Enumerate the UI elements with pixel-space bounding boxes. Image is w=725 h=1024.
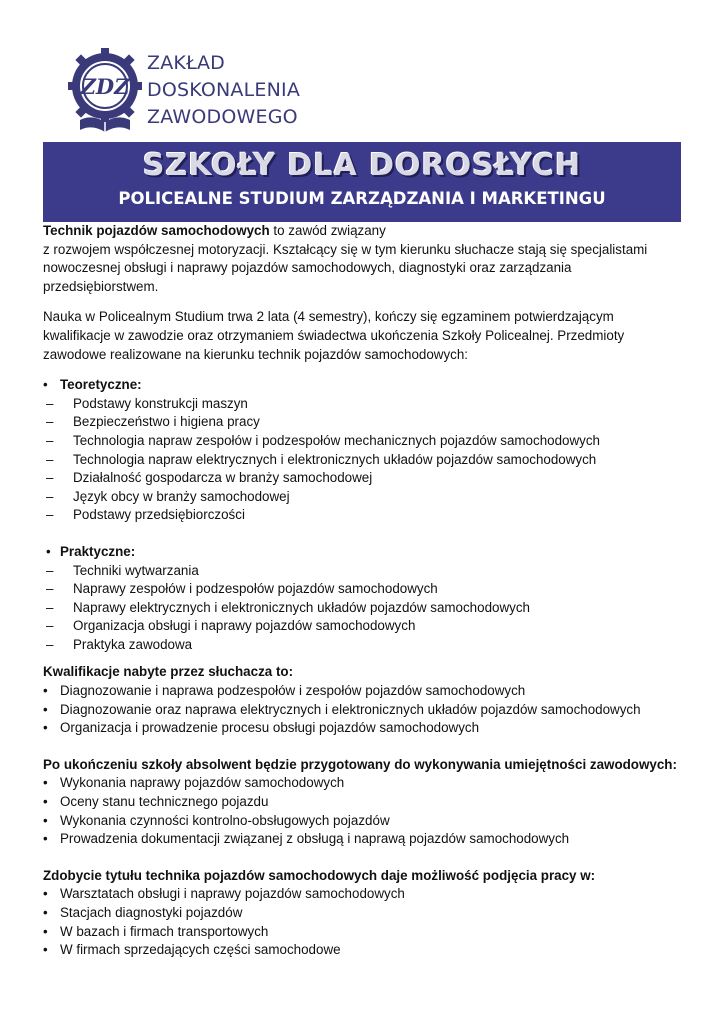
list-item xyxy=(43,701,683,720)
list-item-text: W bazach i firmach transportowych xyxy=(60,923,269,939)
zdz-logo-icon xyxy=(68,46,142,134)
list-item xyxy=(43,941,683,960)
dash-marker: – xyxy=(46,395,54,411)
bullet-marker: • xyxy=(43,701,48,717)
intro-line-4: przedsiębiorstwem. xyxy=(43,278,159,294)
list-item-text: Naprawy zespołów i podzespołów pojazdów samochodowych xyxy=(73,581,438,597)
intro-line-3: nowoczesnej obsługi i naprawy pojazdów samochodowych, diagnostyki oraz zarządzania xyxy=(43,260,572,276)
intro-bold: Technik pojazdów samochodowych xyxy=(43,223,270,238)
bullet-marker: • xyxy=(43,923,48,939)
list-item-text: Techniki wytwarzania xyxy=(73,562,199,578)
list-item xyxy=(43,432,683,451)
list-item-text: Wykonania naprawy pojazdów samochodowych xyxy=(60,775,345,791)
list-item-text: Diagnozowanie i naprawa podzespołów i zespołów pojazdów samochodowych xyxy=(60,683,526,699)
jobs-heading: Zdobycie tytułu technika pojazdów samochodowych daje możliwość podjęcia pracy w: xyxy=(43,867,596,883)
brand-line-2: DOSKONALENIA xyxy=(147,79,301,101)
list-item xyxy=(43,599,683,618)
practical-heading-label: Praktyczne: xyxy=(60,543,136,559)
list-item xyxy=(43,562,683,581)
list-item xyxy=(43,904,683,923)
list-item xyxy=(43,395,683,414)
bullet-marker: • xyxy=(43,831,48,847)
list-item-text: Język obcy w branży samochodowej xyxy=(73,488,290,504)
list-item-text: Diagnozowanie oraz naprawa elektrycznych i elektronicznych układów pojazdów samochodowych xyxy=(60,701,641,717)
bullet-marker: • xyxy=(43,683,48,699)
list-item-text: Technologia napraw zespołów i podzespołów mechanicznych pojazdów samochodowych xyxy=(73,432,601,448)
list-item-text: Podstawy przedsiębiorczości xyxy=(73,507,245,523)
dash-marker: – xyxy=(46,581,54,597)
qualifications-heading: Kwalifikacje nabyte przez słuchacza to: xyxy=(43,664,294,680)
dash-marker: – xyxy=(46,432,54,448)
para2-line-3: zawodowe realizowane na kierunku technik pojazdów samochodowych: xyxy=(43,346,469,362)
list-item-text: Bezpieczeństwo i higiena pracy xyxy=(73,414,260,430)
theoretical-heading xyxy=(43,376,683,395)
list-item-text: Prowadzenia dokumentacji związanej z obsługą i naprawą pojazdów samochodowych xyxy=(60,831,570,847)
theoretical-list xyxy=(43,395,683,525)
list-item xyxy=(43,923,683,942)
list-item-text: Naprawy elektrycznych i elektronicznych układów pojazdów samochodowych xyxy=(73,599,530,615)
list-item xyxy=(43,506,683,525)
bullet-marker: • xyxy=(46,543,51,559)
brand-line-1: ZAKŁAD xyxy=(147,52,225,74)
list-item-text: W firmach sprzedających części samochodowe xyxy=(60,942,341,958)
list-item xyxy=(43,812,683,831)
list-item xyxy=(43,413,683,432)
list-item-text: Działalność gospodarcza w branży samochodowej xyxy=(73,470,373,486)
theoretical-heading-label: Teoretyczne: xyxy=(60,377,142,393)
document-body xyxy=(43,222,683,960)
duration-paragraph xyxy=(43,308,683,364)
list-item xyxy=(43,636,683,655)
dash-marker: – xyxy=(46,618,54,634)
brand-name xyxy=(147,50,300,131)
list-item-text: Oceny stanu technicznego pojazdu xyxy=(60,794,269,810)
list-item-text: Podstawy konstrukcji maszyn xyxy=(73,395,248,411)
list-item-text: Stacjach diagnostyki pojazdów xyxy=(60,905,243,920)
dash-marker: – xyxy=(46,636,54,652)
list-item xyxy=(43,451,683,470)
skills-list xyxy=(43,774,683,848)
banner-subtitle: POLICEALNE STUDIUM ZARZĄDZANIA I MARKETINGU xyxy=(118,189,606,208)
bullet-marker: • xyxy=(43,775,48,791)
skills-heading: Po ukończeniu szkoły absolwent będzie przygotowany do wykonywania umiejętności zawodowych: xyxy=(43,756,677,772)
dash-marker: – xyxy=(46,451,54,467)
dash-marker: – xyxy=(46,507,54,523)
list-item-text: Praktyka zawodowa xyxy=(73,636,193,652)
bullet-marker: • xyxy=(43,905,48,920)
para2-line-2: kwalifikacje w zawodzie oraz otrzymaniem świadectwa ukończenia Szkoły Policealnej. Przedmioty xyxy=(43,327,625,343)
list-item xyxy=(43,774,683,793)
intro-paragraph xyxy=(43,222,683,296)
header-banner xyxy=(43,142,681,222)
list-item xyxy=(43,885,683,904)
dash-marker: – xyxy=(46,470,54,486)
logo-lettering: ZDZ xyxy=(80,74,130,99)
list-item xyxy=(43,830,683,849)
bullet-marker: • xyxy=(43,794,48,810)
list-item-text: Organizacja obsługi i naprawy pojazdów samochodowych xyxy=(73,618,416,634)
intro-line-2: z rozwojem współczesnej motoryzacji. Kształcący się w tym kierunku słuchacze stają się specjalistami xyxy=(43,241,648,257)
list-item xyxy=(43,719,683,738)
banner-title: SZKOŁY DLA DOROSŁYCH xyxy=(142,148,582,183)
practical-heading xyxy=(43,543,683,562)
list-item xyxy=(43,617,683,636)
list-item xyxy=(43,793,683,812)
jobs-list xyxy=(43,885,683,959)
dash-marker: – xyxy=(46,599,54,615)
qualifications-list xyxy=(43,682,683,738)
bullet-marker: • xyxy=(43,812,48,828)
intro-line-1: to zawód związany xyxy=(269,223,386,238)
bullet-marker: • xyxy=(43,886,48,902)
list-item xyxy=(43,469,683,488)
dash-marker: – xyxy=(46,488,54,504)
bullet-marker: • xyxy=(43,377,48,393)
list-item-text: Organizacja i prowadzenie procesu obsługi pojazdów samochodowych xyxy=(60,720,480,736)
list-item xyxy=(43,682,683,701)
list-item xyxy=(43,580,683,599)
dash-marker: – xyxy=(46,414,54,430)
list-item-text: Technologia napraw elektrycznych i elektronicznych układów pojazdów samochodowych xyxy=(73,451,597,467)
list-item-text: Warsztatach obsługi i naprawy pojazdów samochodowych xyxy=(60,886,405,902)
list-item xyxy=(43,488,683,507)
para2-line-1: Nauka w Policealnym Studium trwa 2 lata (4 semestry), kończy się egzaminem potwierdzającym xyxy=(43,309,614,325)
practical-list xyxy=(43,562,683,655)
list-item-text: Wykonania czynności kontrolno-obsługowych pojazdów xyxy=(60,812,390,828)
brand-line-3: ZAWODOWEGO xyxy=(147,106,298,128)
bullet-marker: • xyxy=(43,942,48,958)
bullet-marker: • xyxy=(43,720,48,736)
dash-marker: – xyxy=(46,562,54,578)
